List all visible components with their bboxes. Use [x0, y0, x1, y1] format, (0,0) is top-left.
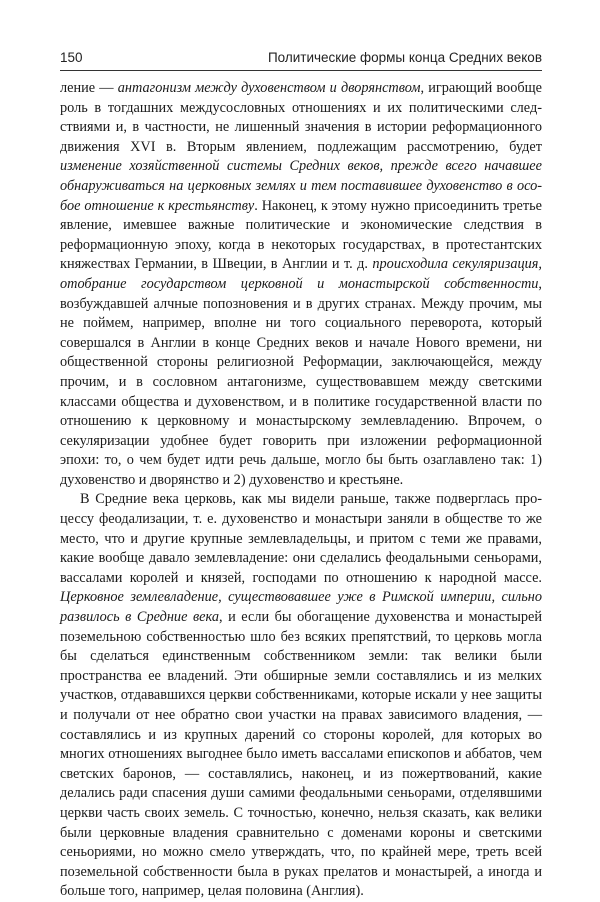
- page-header: [60, 50, 542, 65]
- running-title: Политические формы конца Средних веков: [267, 50, 542, 65]
- italic-phrase: происходила секуляризация, отобрание государством церковной и монастырской собственности: [60, 256, 542, 292]
- text-run: В Средние века церковь, как мы видели раньше, также подверглась процессу феодализации, т. е. духовенство и монастыри заняли в обществе то же место, что и другие крупные землевладельцы, и притом с теми же правами, какие вообще давало землевладение: они сделались феодальными сеньорами, вассалами королей и князей, господами по отношению к народной массе.: [60, 491, 542, 586]
- text-run: , и если бы обогащение духовенства и монастырей поземельною собственностью шло без всяких препятствий, то церковь могла бы сделаться единственным собственником земли: так велики были пространства ее владений. Эти обширные земли составлялись и из мелких участков, отдававшихся церкви собственниками, которые искали у нее защиты и получали от нее обратно свои участки на правах зависимого владения, — составлялись и из крупных дарений со стороны королей, для которых во многих отношениях выгоднее было иметь вассалами епископов и аббатов, чем светских баронов, — составлялись, наконец, и из пожертвований, какие делались ради спасения души самими феодальными сеньорами, отделявшими церкви часть своих земель. С точностью, конечно, нельзя сказать, как велики были церковные владения сравнительно с доменами короны и светскими сеньориями, но можно смело утверждать, что, по крайней мере, треть всей поземельной собственности была в руках прелатов и монастырей, а иногда и больше того, например, целая половина (Англия).: [60, 609, 542, 900]
- text-run: . Наконец, к этому нужно присоединить третье явление, имевшее важные политические и экономические следствия в реформационную эпоху, когда в некоторых государствах, в протестантских княжествах Германии, в Швеции, в Англии и т. д.: [60, 197, 542, 273]
- paragraph-2: [60, 490, 542, 901]
- italic-phrase: изменение хозяйственной системы Средних веков, прежде всего начавшее обнаруживаться на церковных землях и тем поставившее духовенство в особое отношение к крестьянству: [60, 158, 542, 214]
- page-number: 150: [60, 50, 83, 65]
- paragraph-1: [60, 79, 542, 490]
- header-rule: [60, 70, 542, 71]
- italic-phrase: Церковное землевладение, существовавшее уже в Римской империи, сильно развилось в Средние века: [60, 589, 542, 626]
- text-run: , возбуждавшей алчные попозновения и в других странах. Между прочим, мы не поймем, например, вполне ни того социального переворота, который совершался в Англии в конце Средних веков и начале Нового времени, ни общественной стороны религиозной Реформации, заключающейся, между прочим, и в сословном антагонизме, существовавшем между светскими классами общества и духовенством, и в политике государственной власти по отношению к церковному и монастырскому землевладению. Впрочем, о секуляризации удобнее будет говорить при изложении реформационной эпохи: то, о чем будет идти речь дальше, могло бы быть озаглавлено так: 1) духовенство и дворянство и 2) духовенство и крестьяне.: [60, 275, 542, 488]
- text-run: , играющий вообще роль в тогдашних междусословных отношениях и их политическими следствиями и, в частности, не лишенный значения в истории реформационного движения XVI в. Вторым явлением, подлежащим рассмотрению, будет: [60, 80, 542, 155]
- italic-phrase: антагонизм между духовенством и дворянством: [117, 80, 421, 96]
- text-run: ление —: [60, 80, 118, 96]
- body-text: [60, 79, 542, 902]
